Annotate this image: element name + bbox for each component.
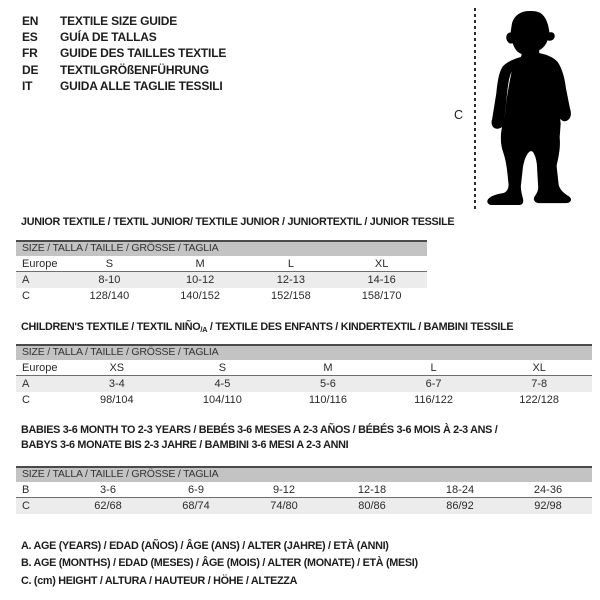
children-title-sub: /A xyxy=(200,324,208,334)
row-label: Europe xyxy=(22,258,58,270)
children-size-table xyxy=(16,344,592,408)
babies-title-line2: BABYS 3-6 MONATE BIS 2-3 JAHRE / BAMBINI 3-6 MESI A 2-3 ANNI xyxy=(21,438,349,451)
language-title: GUIDE DES TAILLES TEXTILE xyxy=(60,46,227,61)
language-row xyxy=(22,29,226,45)
table-cell: 62/68 xyxy=(94,500,122,512)
table-cell: 6-7 xyxy=(425,378,442,390)
table-cell: 152/158 xyxy=(270,290,311,302)
size-header-bar: SIZE / TALLA / TAILLE / GRÖSSE / TAGLIA xyxy=(16,344,592,360)
table-row-europe xyxy=(16,360,592,376)
table-row-age xyxy=(16,272,427,288)
children-table-title xyxy=(21,320,513,336)
language-title: GUÍA DE TALLAS xyxy=(60,30,157,45)
table-cell: 9-12 xyxy=(272,484,296,496)
junior-size-table xyxy=(16,240,427,304)
language-row xyxy=(22,45,226,61)
table-cell: 8-10 xyxy=(98,274,121,286)
note-age-years: A. AGE (YEARS) / EDAD (AÑOS) / ÂGE (ANS) / ALTER (JAHRE) / ETÀ (ANNI) xyxy=(21,540,389,552)
row-label: B xyxy=(22,484,30,496)
language-title: TEXTILE SIZE GUIDE xyxy=(60,14,178,29)
note-height-cm: C. (cm) HEIGHT / ALTURA / HAUTEUR / HÖHE / ALTEZZA xyxy=(21,574,298,587)
row-label: C xyxy=(22,290,30,302)
table-cell: 3-4 xyxy=(108,378,125,390)
language-row xyxy=(22,62,226,78)
table-row-height xyxy=(16,288,427,304)
size-header-bar: SIZE / TALLA / TAILLE / GRÖSSE / TAGLIA xyxy=(16,240,427,256)
language-row xyxy=(22,78,226,94)
table-cell: S xyxy=(105,258,114,270)
height-measure-label: C xyxy=(454,108,464,122)
table-cell: 7-8 xyxy=(531,378,548,390)
table-cell: 24-36 xyxy=(533,484,563,496)
table-cell: 10-12 xyxy=(186,274,215,286)
table-row-height xyxy=(16,392,592,408)
table-cell: 6-9 xyxy=(188,484,204,496)
table-cell: XL xyxy=(374,258,389,270)
language-code: FR xyxy=(22,46,38,61)
table-cell: 18-24 xyxy=(445,484,475,496)
table-cell: L xyxy=(287,258,294,270)
table-cell: 92/98 xyxy=(534,500,562,512)
table-cell: 122/128 xyxy=(519,394,560,406)
children-title-pre: CHILDREN'S TEXTILE / TEXTIL NIÑO xyxy=(21,321,201,333)
children-title-post: / TEXTILE DES ENFANTS / KINDERTEXTIL / BAMBINI TESSILE xyxy=(207,321,514,333)
row-label: A xyxy=(22,274,30,286)
row-label: Europe xyxy=(22,362,58,374)
table-cell: 158/170 xyxy=(361,290,402,302)
height-measure-dashed-line xyxy=(474,8,476,212)
row-label: C xyxy=(22,500,30,512)
size-header-bar: SIZE / TALLA / TAILLE / GRÖSSE / TAGLIA xyxy=(16,466,592,482)
table-cell: 98/104 xyxy=(99,394,134,406)
language-code: EN xyxy=(22,14,39,29)
language-code: ES xyxy=(22,30,38,45)
table-cell: M xyxy=(195,258,205,270)
table-row-height xyxy=(16,498,592,514)
table-cell: 74/80 xyxy=(270,500,298,512)
table-cell: 12-13 xyxy=(276,274,305,286)
table-row-age-months xyxy=(16,482,592,498)
table-cell: 104/110 xyxy=(202,394,242,406)
table-cell: 5-6 xyxy=(320,378,336,390)
row-label: A xyxy=(22,378,30,390)
table-cell: XS xyxy=(109,362,125,374)
junior-table-title: JUNIOR TEXTILE / TEXTIL JUNIOR/ TEXTILE JUNIOR / JUNIORTEXTIL / JUNIOR TESSILE xyxy=(21,216,455,228)
table-cell: 128/140 xyxy=(89,290,130,302)
table-cell: 116/122 xyxy=(414,394,454,406)
note-age-months: B. AGE (MONTHS) / EDAD (MESES) / ÂGE (MOIS) / ALTER (MONATE) / ETÀ (MESI) xyxy=(21,557,418,570)
table-cell: S xyxy=(218,362,227,374)
table-cell: 140/152 xyxy=(180,290,220,302)
table-cell: 86/92 xyxy=(446,500,474,512)
table-cell: 80/86 xyxy=(358,500,386,512)
language-code: DE xyxy=(22,62,39,77)
table-cell: 14-16 xyxy=(367,274,396,286)
footnotes xyxy=(21,538,418,590)
table-cell: 68/74 xyxy=(182,500,210,512)
table-cell: 12-18 xyxy=(357,484,387,496)
table-row-age xyxy=(16,376,592,392)
language-title: TEXTILGRÖßENFÜHRUNG xyxy=(60,62,209,77)
table-cell: 3-6 xyxy=(100,484,116,496)
table-cell: XL xyxy=(532,362,546,374)
table-cell: 110/116 xyxy=(308,394,348,406)
table-cell: L xyxy=(430,362,437,374)
language-row xyxy=(22,13,226,29)
babies-size-table xyxy=(16,466,592,514)
table-cell: 4-5 xyxy=(214,378,231,390)
table-row-europe xyxy=(16,256,427,272)
babies-table-title xyxy=(21,423,497,452)
language-title: GUIDA ALLE TAGLIE TESSILI xyxy=(60,78,223,93)
language-code: IT xyxy=(22,78,33,93)
table-cell: M xyxy=(323,362,333,374)
row-label: C xyxy=(22,394,30,406)
language-heading-block xyxy=(22,13,226,94)
toddler-silhouette-icon xyxy=(482,9,576,207)
babies-title-line1: BABIES 3-6 MONTH TO 2-3 YEARS / BEBÉS 3-6 MESES A 2-3 AÑOS / BÉBÉS 3-6 MOIS À 2-3 ANS / xyxy=(21,424,498,436)
